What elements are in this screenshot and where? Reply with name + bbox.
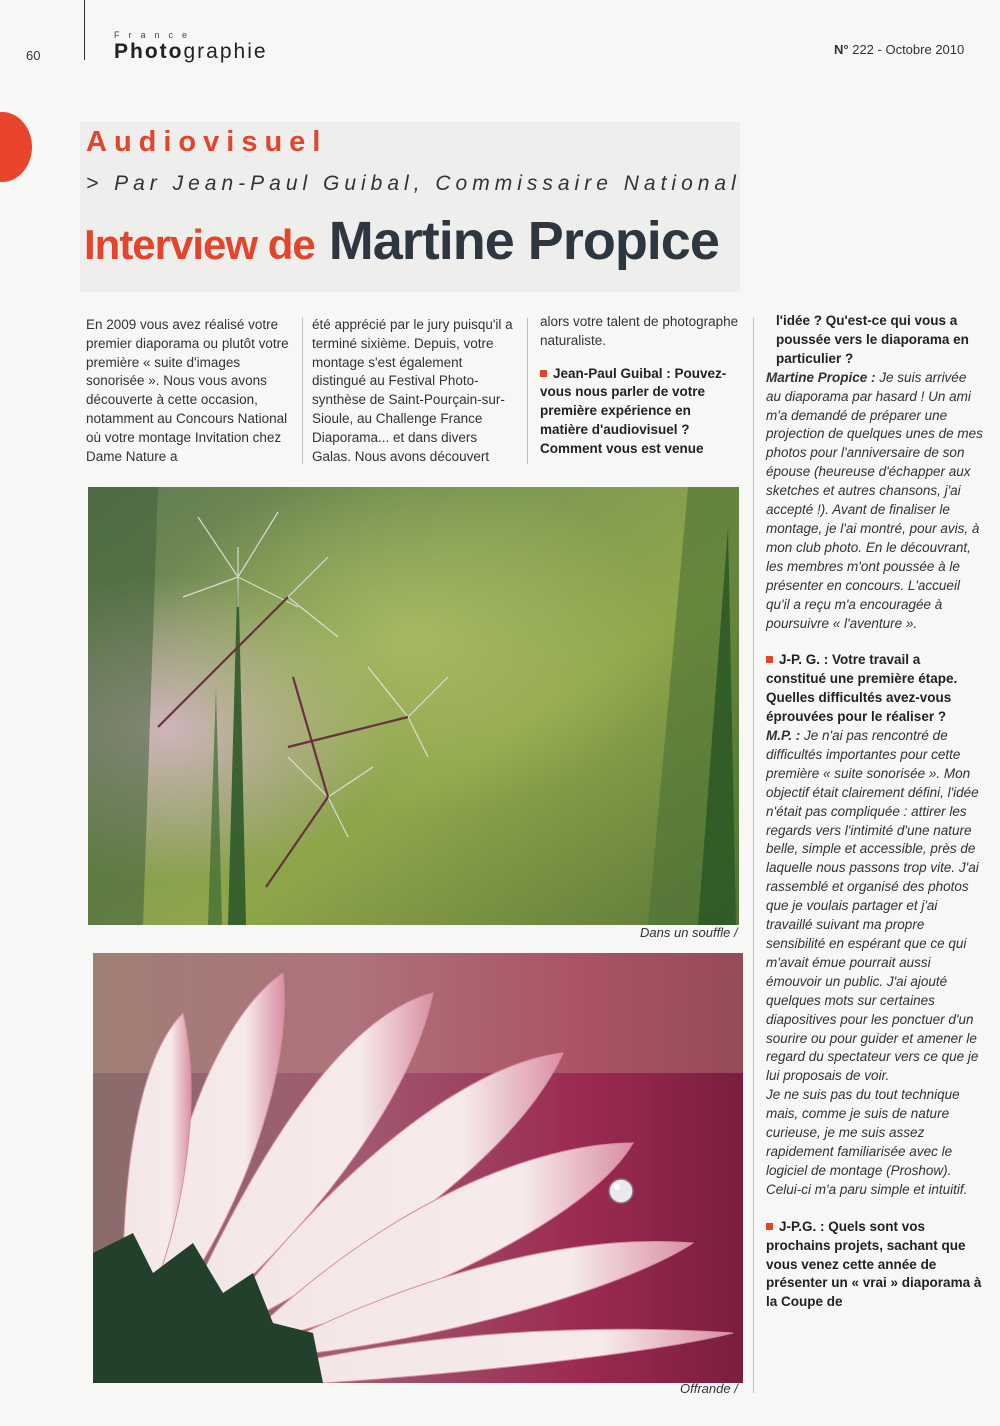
magazine-name-rest: graphie bbox=[183, 40, 268, 63]
question-3-text: J-P.G. : Quels sont vos prochains projets, sachant que vous venez cette année de présenter un « vrai » diaporama à la Coupe de bbox=[766, 1218, 982, 1310]
column-2: été apprécié par le jury puisqu'il a terminé sixième. Depuis, votre montage s'est également distingué au Festival Photo-synthèse de Saint-Pourçain-sur-Sioule, au Challenge France Diaporama... et dans divers Galas. Nous avons découvert bbox=[312, 317, 513, 464]
answer-1-text: Je suis arrivée au diaporama par hasard ! Un ami m'a demandé de préparer une projection de quelques unes de mes photos pour l'anniversaire de son épouse (heureuse d'échapper aux sketches et autres chansons, j'ai accepté !). Avant de finaliser le montage, je l'ai montré, pour avis, à mon club photo. En le découvrant, les membres m'ont poussée à le présenter en concours. L'accueil qu'il a reçu m'a encouragée à poursuivre « l'aventure ». bbox=[766, 369, 983, 631]
headline-red: Interview de bbox=[84, 221, 315, 268]
magazine-name bbox=[114, 40, 268, 64]
question-2 bbox=[766, 651, 984, 727]
byline: > Par Jean-Paul Guibal, Commissaire National bbox=[86, 172, 741, 195]
rubric-title: Audiovisuel bbox=[86, 126, 328, 158]
red-square-bullet bbox=[540, 370, 547, 377]
question-1-continued: l'idée ? Qu'est-ce qui vous a poussée vers le diaporama en particulier ? bbox=[776, 313, 969, 366]
dandelion-photo-image bbox=[88, 487, 739, 925]
magazine-name-bold: Photo bbox=[114, 40, 184, 63]
magazine-top-label: France bbox=[114, 30, 197, 40]
column-4 bbox=[766, 312, 984, 1312]
page-number: 60 bbox=[26, 48, 41, 63]
question-3 bbox=[766, 1218, 984, 1313]
headline bbox=[84, 210, 719, 272]
headline-dark: Martine Propice bbox=[328, 211, 719, 271]
daisy-photo-image bbox=[93, 953, 743, 1383]
column-3-intro: alors votre talent de photographe naturaliste. bbox=[540, 314, 739, 348]
column-divider bbox=[753, 318, 754, 1393]
answer-1-speaker: Martine Propice : bbox=[766, 369, 876, 385]
question-2-text: J-P. G. : Votre travail a constitué une première étape. Quelles difficultés avez-vous éprouvées pour le réaliser ? bbox=[766, 652, 958, 725]
answer-2 bbox=[766, 727, 984, 1086]
column-divider bbox=[302, 318, 303, 464]
column-divider bbox=[527, 318, 528, 464]
photo-dandelion-seeds bbox=[88, 487, 739, 925]
question-1 bbox=[540, 365, 740, 459]
answer-2-continued: Je ne suis pas du tout technique mais, comme je suis de nature curieuse, je me suis assez rapidement familiarisée avec le logiciel de montage (Proshow). Celui-ci m'a paru simple et intuitif. bbox=[766, 1087, 968, 1197]
photo-1-caption: Dans un souffle / bbox=[640, 925, 738, 940]
photo-daisy-petals bbox=[93, 953, 743, 1383]
column-1: En 2009 vous avez réalisé votre premier diaporama ou plutôt votre première « suite d'images sonorisée ». Nous vous avons découverte à cette occasion, notamment au Concours National où votre montage Invitation chez Dame Nature a bbox=[86, 317, 289, 464]
answer-2-text: Je n'ai pas rencontré de difficultés importantes pour cette première « suite sonorisée ». Mon objectif était clairement défini, l'idée n'était pas compliquée : attirer les regards vers l'intimité d'une nature belle, simple et accessible, près de laquelle nous passons trop vite. J'ai rassemblé et organisé des photos que je voulais partager et j'ai travaillé suivant ma propre sensibilité en espérant que ce qui m'avait émue pourrait aussi émouvoir un public. J'ai ajouté quelques mots sur certaines diapositives pour les ponctuer d'un sourire ou pour guider et amener le regard du spectateur vers ce que je lui proposais de voir. bbox=[766, 728, 979, 1084]
red-square-bullet bbox=[766, 656, 773, 663]
issue-info bbox=[834, 42, 964, 57]
issue-number-symbol: N° bbox=[834, 42, 849, 57]
section-marker bbox=[0, 112, 32, 182]
column-3 bbox=[540, 313, 740, 459]
photo-2-caption: Offrande / bbox=[680, 1381, 738, 1396]
answer-2-speaker: M.P. : bbox=[766, 728, 801, 744]
red-square-bullet bbox=[766, 1223, 773, 1230]
issue-text: 222 - Octobre 2010 bbox=[852, 42, 965, 57]
answer-1 bbox=[766, 369, 984, 634]
header-divider bbox=[84, 0, 85, 60]
question-1-text: Jean-Paul Guibal : Pouvez-vous nous parler de votre première expérience en matière d'audiovisuel ? Comment vous est venue bbox=[540, 365, 727, 456]
